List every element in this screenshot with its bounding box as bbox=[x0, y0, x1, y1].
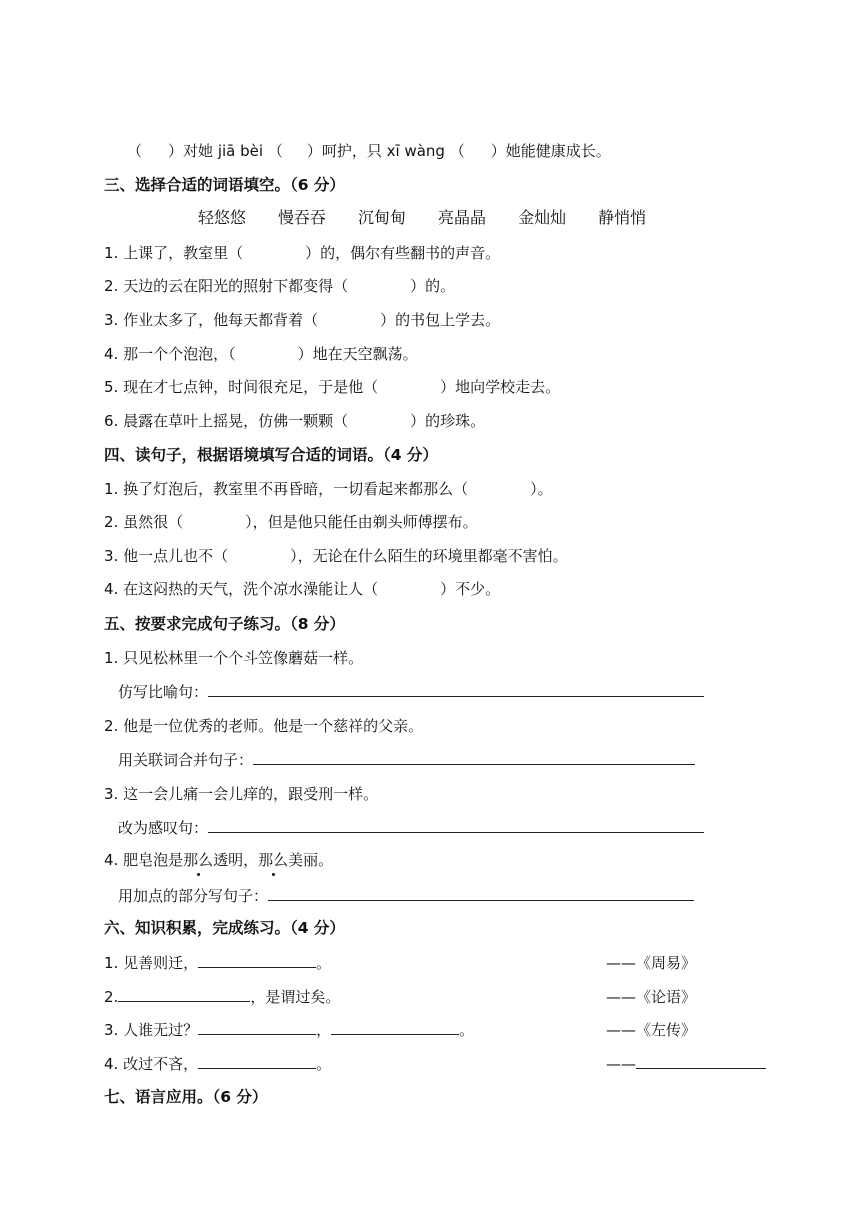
question-item: 3. 这一会儿痛一会儿痒的，跟受刑一样。 bbox=[104, 785, 379, 803]
pinyin-jiabei: jiā bèi bbox=[217, 142, 264, 160]
quote-source: ——《论语》 bbox=[606, 988, 697, 1006]
answer-underline[interactable] bbox=[331, 1020, 459, 1035]
word-option: 静悄悄 bbox=[598, 208, 647, 227]
word-option: 慢吞吞 bbox=[278, 208, 327, 227]
question-item: 4. 肥皂泡是那么透明，那么美丽。 bbox=[104, 851, 334, 869]
quote-source: ——《左传》 bbox=[606, 1021, 697, 1039]
answer-underline[interactable] bbox=[636, 1054, 766, 1069]
word-bank bbox=[198, 208, 646, 228]
answer-underline[interactable] bbox=[198, 1054, 316, 1069]
pinyin-fill-line: （ ）对她 jiā bèi （ ）呵护，只 xī wàng （ ）她能健康成长。 bbox=[127, 142, 611, 160]
emphasis-dot-text: 那么 bbox=[258, 851, 289, 869]
section-4-heading: 四、读句子，根据语境填写合适的词语。（4 分） bbox=[104, 446, 438, 464]
quote-item: 3. 人谁无过？ ， 。 bbox=[104, 1021, 475, 1039]
quote-source: ——《周易》 bbox=[606, 954, 697, 972]
answer-underline[interactable] bbox=[118, 987, 250, 1002]
question-item: 2. 他是一位优秀的老师。他是一个慈祥的父亲。 bbox=[104, 717, 424, 735]
pinyin-xiwang: xī wàng bbox=[386, 142, 445, 160]
answer-line: 用关联词合并句子： bbox=[118, 750, 695, 770]
word-option: 金灿灿 bbox=[518, 208, 567, 227]
section-6-heading: 六、知识积累，完成练习。（4 分） bbox=[104, 919, 345, 937]
answer-underline[interactable] bbox=[268, 886, 694, 901]
answer-underline[interactable] bbox=[208, 682, 704, 697]
question-item: 1. 只见松林里一个个斗笠像蘑菇一样。 bbox=[104, 649, 364, 667]
word-option: 亮晶晶 bbox=[438, 208, 487, 227]
answer-underline[interactable] bbox=[198, 1020, 316, 1035]
quote-item: 2. ，是谓过矣。 bbox=[104, 988, 341, 1006]
answer-line: 用加点的部分写句子： bbox=[118, 886, 694, 906]
question-item: 5. 现在才七点钟，时间很充足，于是他（ ）地向学校走去。 bbox=[104, 378, 561, 396]
answer-line: 改为感叹句： bbox=[118, 818, 704, 838]
question-item: 2. 虽然很（ ），但是他只能任由剃头师傅摆布。 bbox=[104, 513, 478, 531]
answer-line: 仿写比喻句： bbox=[118, 682, 704, 702]
question-item: 3. 作业太多了，他每天都背着（ ）的书包上学去。 bbox=[104, 311, 501, 329]
quote-item: 1. 见善则迁， 。 bbox=[104, 954, 332, 972]
answer-underline[interactable] bbox=[198, 953, 316, 968]
question-item: 4. 那一个个泡泡，（ ）地在天空飘荡。 bbox=[104, 345, 418, 363]
emphasis-dot-text: 那么 bbox=[183, 851, 214, 869]
question-item: 6. 晨露在草叶上摇晃，仿佛一颗颗（ ）的珍珠。 bbox=[104, 412, 486, 430]
section-3-heading: 三、选择合适的词语填空。（6 分） bbox=[104, 176, 345, 194]
answer-underline[interactable] bbox=[253, 750, 695, 765]
question-item: 1. 换了灯泡后，教室里不再昏暗，一切看起来都那么（ ）。 bbox=[104, 480, 553, 498]
section-5-heading: 五、按要求完成句子练习。（8 分） bbox=[104, 615, 345, 633]
section-7-heading: 七、语言应用。（6 分） bbox=[104, 1088, 268, 1106]
quote-source: —— bbox=[606, 1054, 766, 1074]
question-item: 1. 上课了，教室里（ ）的，偶尔有些翻书的声音。 bbox=[104, 244, 501, 262]
word-option: 轻悠悠 bbox=[198, 208, 247, 227]
question-item: 3. 他一点儿也不（ ），无论在什么陌生的环境里都毫不害怕。 bbox=[104, 547, 568, 565]
word-option: 沉甸甸 bbox=[358, 208, 407, 227]
answer-underline[interactable] bbox=[208, 818, 704, 833]
quote-item: 4. 改过不吝， 。 bbox=[104, 1055, 332, 1073]
question-item: 2. 天边的云在阳光的照射下都变得（ ）的。 bbox=[104, 277, 456, 295]
question-item: 4. 在这闷热的天气，洗个凉水澡能让人（ ）不少。 bbox=[104, 580, 501, 598]
